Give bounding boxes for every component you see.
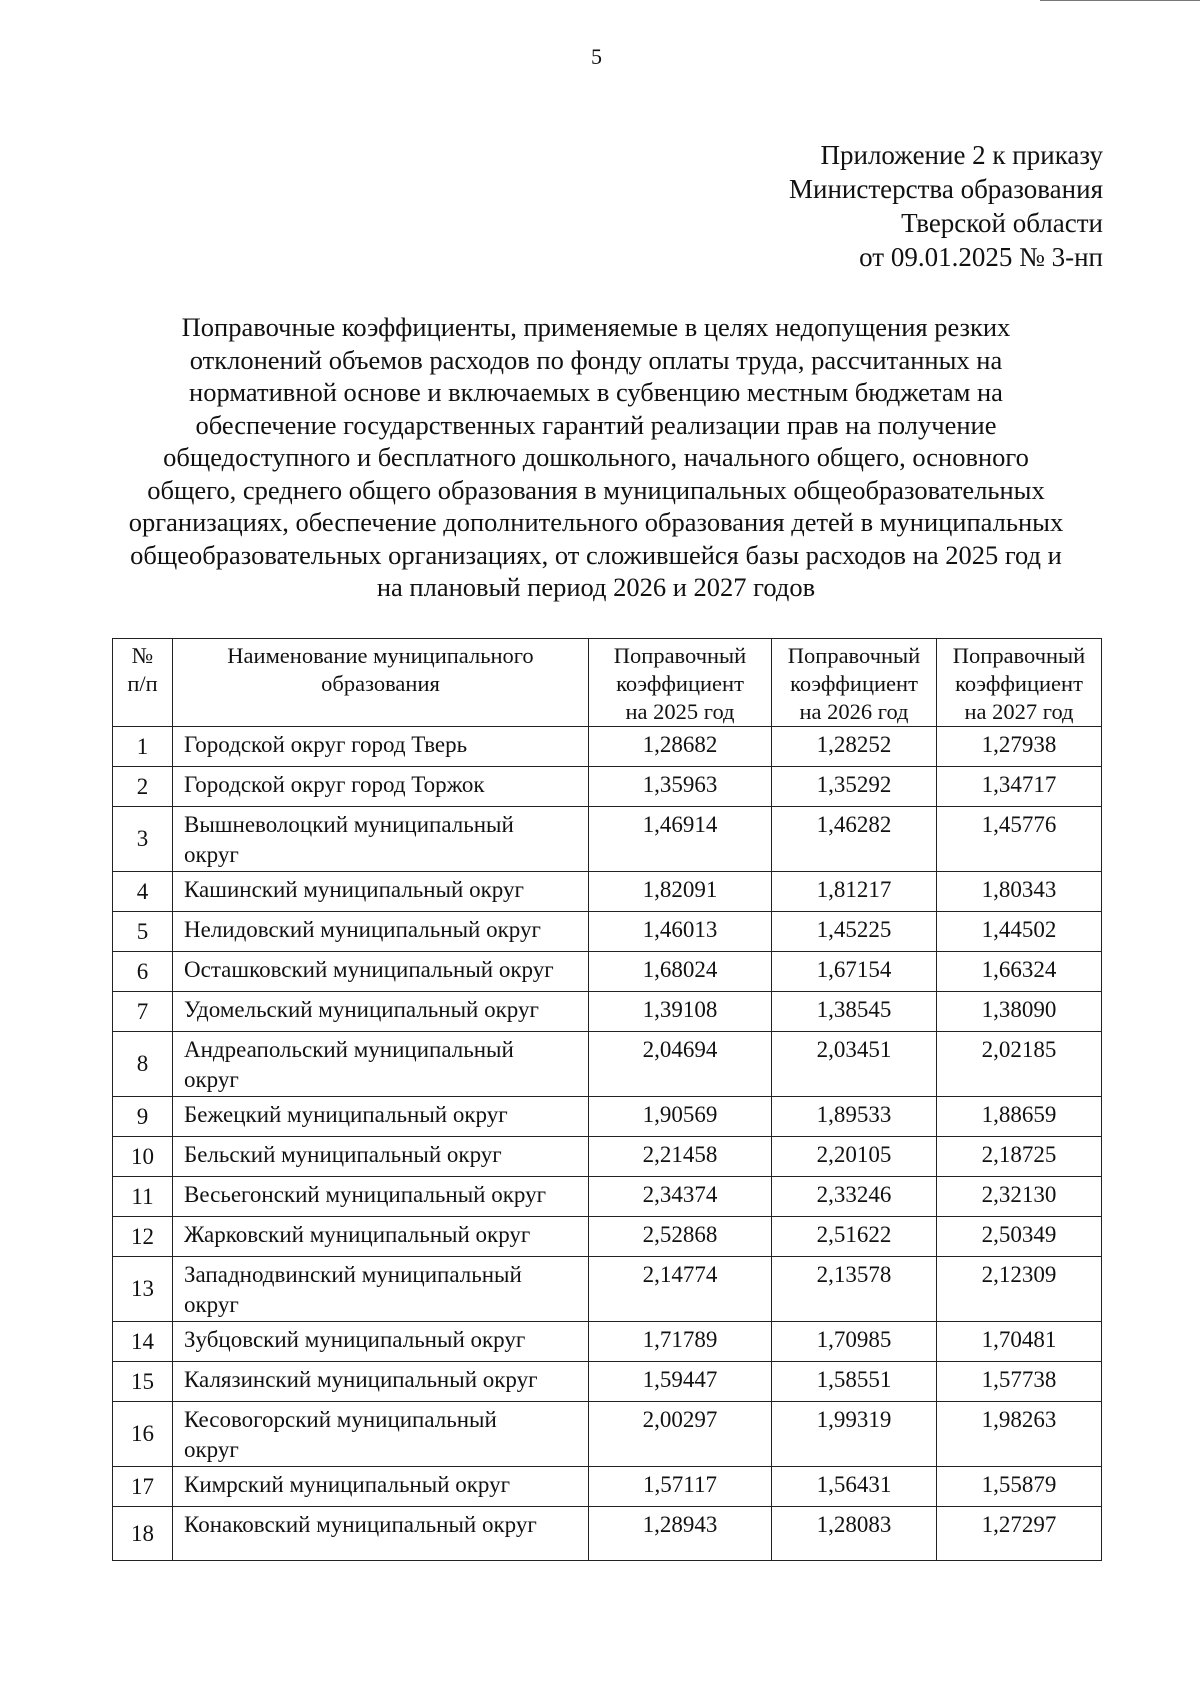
title-line: нормативной основе и включаемых в субвенцию местным бюджетам на [189, 377, 1003, 407]
row-number: 17 [113, 1467, 173, 1507]
coefficient-2026: 1,46282 [772, 807, 937, 872]
row-number: 8 [113, 1032, 173, 1097]
coefficient-2025: 1,39108 [589, 992, 772, 1032]
row-number: 12 [113, 1217, 173, 1257]
municipality-name: Бельский муниципальный округ [173, 1137, 589, 1177]
table-row [113, 1177, 1102, 1217]
header-2027: Поправочный коэффициент на 2027 год [937, 639, 1102, 727]
appendix-reference [789, 138, 1103, 274]
row-number: 11 [113, 1177, 173, 1217]
scan-edge-line [1040, 0, 1200, 1]
municipality-name: Весьегонский муниципальный округ [173, 1177, 589, 1217]
coefficient-2027: 2,02185 [937, 1032, 1102, 1097]
header-2025: Поправочный коэффициент на 2025 год [589, 639, 772, 727]
table-row [113, 807, 1102, 872]
coefficient-2025: 1,90569 [589, 1097, 772, 1137]
municipality-name: Зубцовский муниципальный округ [173, 1322, 589, 1362]
coefficient-2025: 2,00297 [589, 1402, 772, 1467]
coefficient-2025: 2,14774 [589, 1257, 772, 1322]
coefficient-2026: 1,56431 [772, 1467, 937, 1507]
coefficient-2025: 1,35963 [589, 767, 772, 807]
coefficient-2025: 2,52868 [589, 1217, 772, 1257]
coefficient-2025: 2,34374 [589, 1177, 772, 1217]
row-number: 15 [113, 1362, 173, 1402]
coefficient-2026: 1,70985 [772, 1322, 937, 1362]
table-row [113, 1402, 1102, 1467]
row-number: 7 [113, 992, 173, 1032]
table-row [113, 1097, 1102, 1137]
coefficient-2026: 1,28252 [772, 727, 937, 767]
document-title [88, 311, 1104, 604]
municipality-name: Осташковский муниципальный округ [173, 952, 589, 992]
table-row [113, 952, 1102, 992]
municipality-name: Калязинский муниципальный округ [173, 1362, 589, 1402]
title-line: общедоступного и бесплатного дошкольного, начального общего, основного [163, 442, 1029, 472]
coefficient-2025: 2,04694 [589, 1032, 772, 1097]
coefficient-2027: 1,57738 [937, 1362, 1102, 1402]
title-line: общеобразовательных организациях, от сложившейся базы расходов на 2025 год и [130, 539, 1062, 570]
row-number: 16 [113, 1402, 173, 1467]
row-number: 3 [113, 807, 173, 872]
appendix-line: Тверской области [901, 208, 1103, 238]
row-number: 9 [113, 1097, 173, 1137]
coefficient-2026: 1,38545 [772, 992, 937, 1032]
row-number: 14 [113, 1322, 173, 1362]
coefficient-2027: 2,12309 [937, 1257, 1102, 1322]
row-number: 1 [113, 727, 173, 767]
coefficient-2026: 1,89533 [772, 1097, 937, 1137]
coefficient-2026: 1,99319 [772, 1402, 937, 1467]
table-row [113, 992, 1102, 1032]
appendix-line: Министерства образования [789, 174, 1103, 204]
municipality-name: Андреапольский муниципальный округ [173, 1032, 589, 1097]
coefficient-2026: 1,28083 [772, 1507, 937, 1561]
page-number: 5 [591, 44, 602, 69]
row-number: 13 [113, 1257, 173, 1322]
table-row [113, 872, 1102, 912]
coefficient-2025: 1,59447 [589, 1362, 772, 1402]
coefficient-2026: 1,45225 [772, 912, 937, 952]
table-row [113, 1217, 1102, 1257]
municipality-name: Западнодвинский муниципальный округ [173, 1257, 589, 1322]
coefficient-2027: 1,38090 [937, 992, 1102, 1032]
appendix-line: от 09.01.2025 № 3-нп [859, 242, 1103, 272]
coefficient-2027: 2,50349 [937, 1217, 1102, 1257]
coefficient-2027: 1,98263 [937, 1402, 1102, 1467]
coefficient-2026: 1,35292 [772, 767, 937, 807]
header-2026: Поправочный коэффициент на 2026 год [772, 639, 937, 727]
title-line: организациях, обеспечение дополнительного образования детей в муниципальных [128, 507, 1064, 537]
table-row [113, 727, 1102, 767]
municipality-name: Нелидовский муниципальный округ [173, 912, 589, 952]
coefficient-2025: 1,28943 [589, 1507, 772, 1561]
municipality-name: Конаковский муниципальный округ [173, 1507, 589, 1561]
coefficient-2026: 1,81217 [772, 872, 937, 912]
coefficient-2026: 2,51622 [772, 1217, 937, 1257]
coefficient-2027: 1,34717 [937, 767, 1102, 807]
title-line: на плановый период 2026 и 2027 годов [376, 572, 816, 602]
row-number: 5 [113, 912, 173, 952]
table-row [113, 1137, 1102, 1177]
table-row [113, 767, 1102, 807]
row-number: 4 [113, 872, 173, 912]
coefficient-2027: 1,27297 [937, 1507, 1102, 1561]
coefficient-2025: 1,71789 [589, 1322, 772, 1362]
municipality-name: Удомельский муниципальный округ [173, 992, 589, 1032]
title-line: Поправочные коэффициенты, применяемые в целях недопущения резких [181, 312, 1011, 342]
coefficient-2026: 1,58551 [772, 1362, 937, 1402]
coefficient-2026: 2,33246 [772, 1177, 937, 1217]
row-number: 6 [113, 952, 173, 992]
table-header-row [113, 639, 1102, 727]
municipality-name: Городской округ город Тверь [173, 727, 589, 767]
municipality-name: Кимрский муниципальный округ [173, 1467, 589, 1507]
municipality-name: Кесовогорский муниципальный округ [173, 1402, 589, 1467]
coefficient-2026: 2,13578 [772, 1257, 937, 1322]
table-row [113, 1032, 1102, 1097]
coefficient-2027: 1,70481 [937, 1322, 1102, 1362]
coefficient-2025: 1,82091 [589, 872, 772, 912]
coefficient-2027: 2,18725 [937, 1137, 1102, 1177]
coefficient-2026: 2,20105 [772, 1137, 937, 1177]
coefficients-table [112, 638, 1102, 1561]
coefficient-2025: 2,21458 [589, 1137, 772, 1177]
coefficient-2026: 1,67154 [772, 952, 937, 992]
table-row [113, 1257, 1102, 1322]
coefficient-2025: 1,46013 [589, 912, 772, 952]
coefficient-2025: 1,46914 [589, 807, 772, 872]
table-row [113, 912, 1102, 952]
title-line: обеспечение государственных гарантий реализации прав на получение [195, 409, 997, 440]
coefficient-2025: 1,68024 [589, 952, 772, 992]
coefficient-2027: 1,66324 [937, 952, 1102, 992]
coefficient-2027: 1,27938 [937, 727, 1102, 767]
coefficient-2026: 2,03451 [772, 1032, 937, 1097]
title-line: общего, среднего общего образования в муниципальных общеобразовательных [147, 474, 1045, 505]
municipality-name: Жарковский муниципальный округ [173, 1217, 589, 1257]
municipality-name: Городской округ город Торжок [173, 767, 589, 807]
coefficient-2027: 2,32130 [937, 1177, 1102, 1217]
row-number: 18 [113, 1507, 173, 1561]
row-number: 2 [113, 767, 173, 807]
title-line: отклонений объемов расходов по фонду оплаты труда, рассчитанных на [189, 344, 1003, 375]
coefficient-2025: 1,28682 [589, 727, 772, 767]
header-num: № п/п [113, 639, 173, 727]
coefficient-2027: 1,45776 [937, 807, 1102, 872]
appendix-line: Приложение 2 к приказу [820, 140, 1103, 170]
header-name: Наименование муниципального образования [173, 639, 589, 727]
table-row [113, 1467, 1102, 1507]
coefficient-2025: 1,57117 [589, 1467, 772, 1507]
table-row [113, 1507, 1102, 1561]
coefficient-2027: 1,55879 [937, 1467, 1102, 1507]
coefficient-2027: 1,44502 [937, 912, 1102, 952]
municipality-name: Бежецкий муниципальный округ [173, 1097, 589, 1137]
table-row [113, 1362, 1102, 1402]
table-row [113, 1322, 1102, 1362]
row-number: 10 [113, 1137, 173, 1177]
municipality-name: Кашинский муниципальный округ [173, 872, 589, 912]
coefficient-2027: 1,80343 [937, 872, 1102, 912]
coefficient-2027: 1,88659 [937, 1097, 1102, 1137]
municipality-name: Вышневолоцкий муниципальный округ [173, 807, 589, 872]
